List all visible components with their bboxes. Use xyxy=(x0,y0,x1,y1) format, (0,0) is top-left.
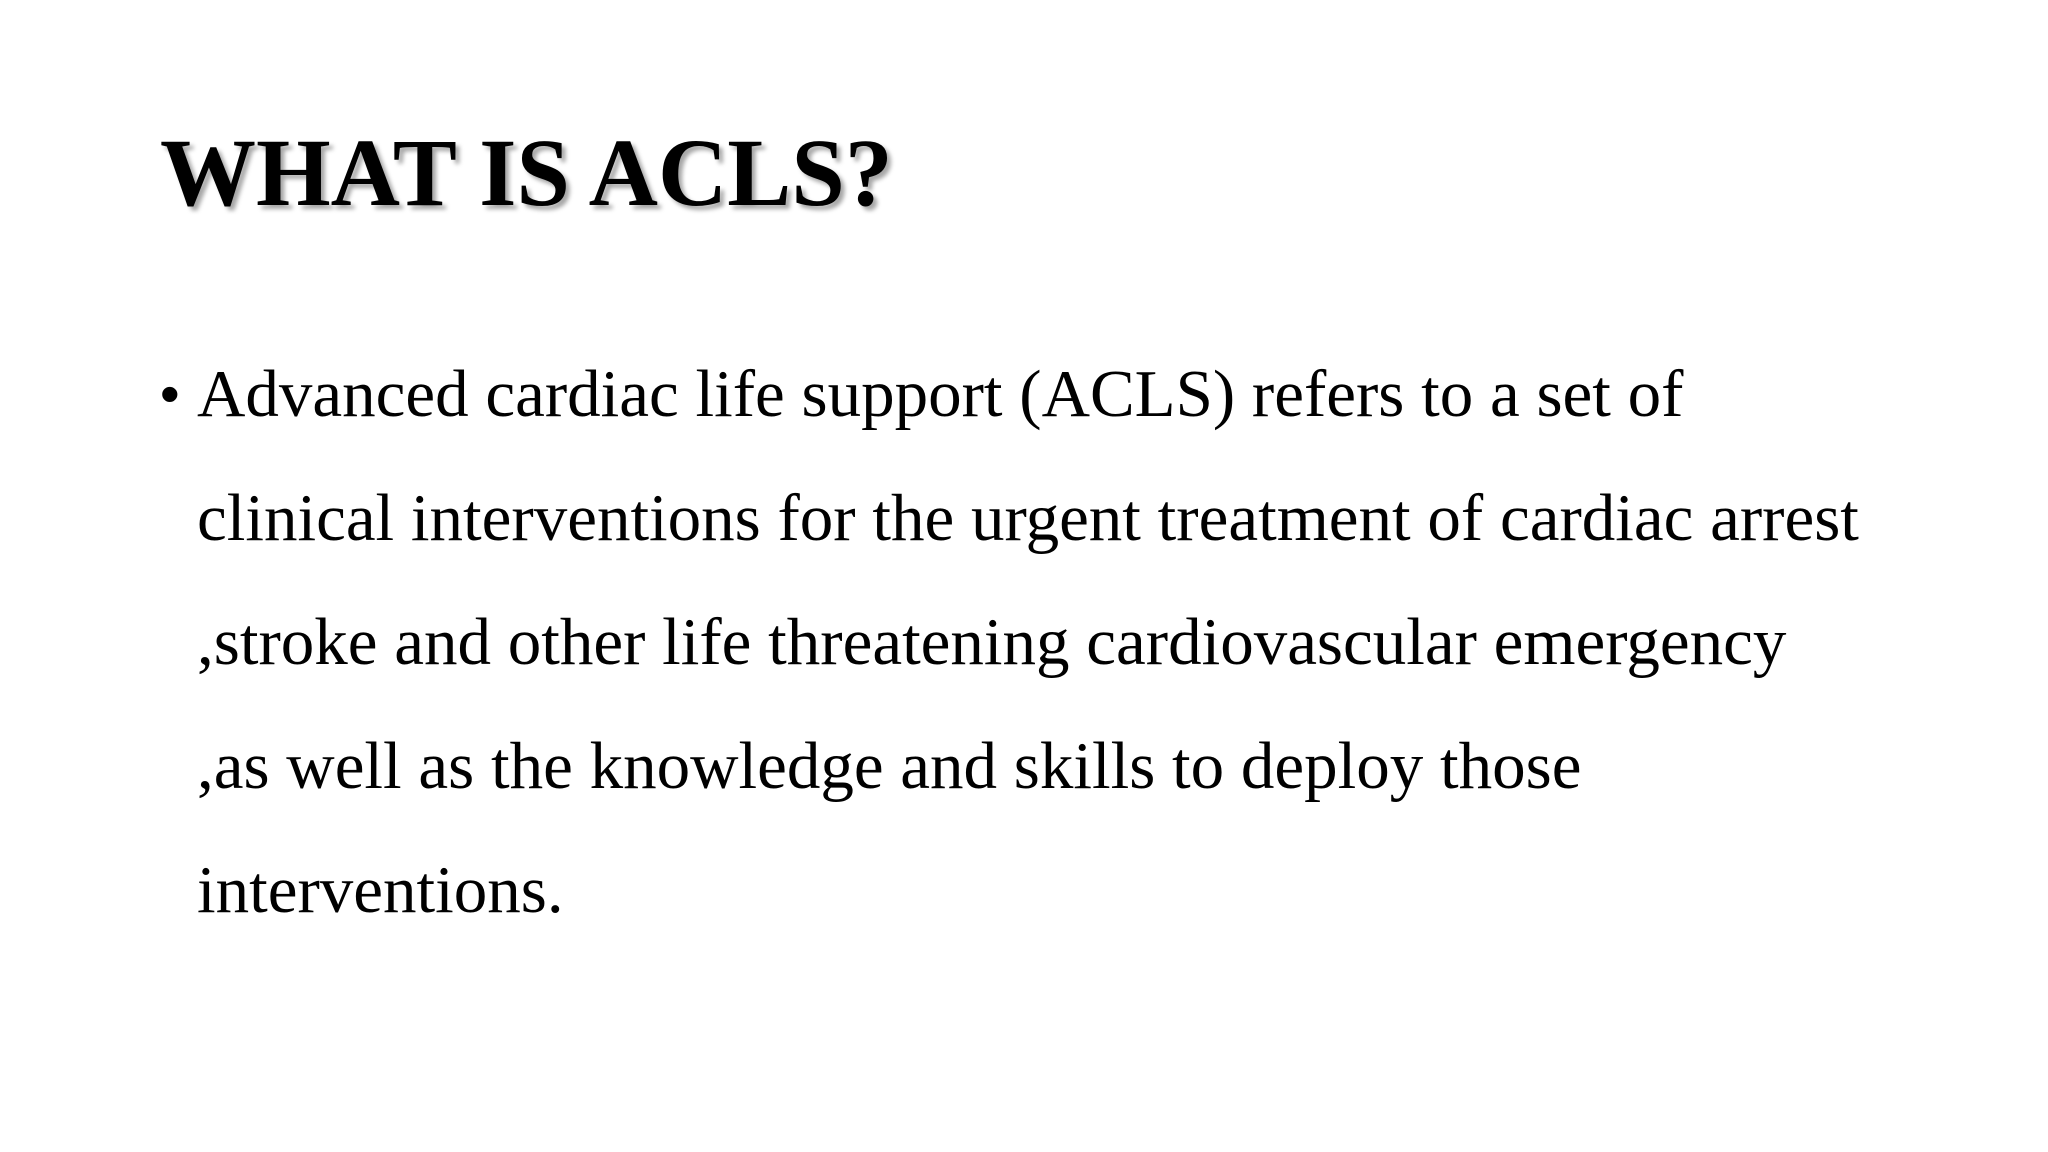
bullet-text-line-1: Advanced cardiac life support (ACLS) refers to a set of xyxy=(197,357,1684,431)
bullet-text-line-5: interventions. xyxy=(197,853,564,927)
bullet-item xyxy=(160,332,1920,952)
bullet-list xyxy=(160,332,1920,952)
bullet-text-line-4: ,as well as the knowledge and skills to deploy those xyxy=(197,729,1582,803)
bullet-text-line-3: ,stroke and other life threatening cardiovascular emergency xyxy=(197,605,1787,679)
bullet-marker: • xyxy=(160,362,180,425)
bullet-text-line-2: clinical interventions for the urgent treatment of cardiac arrest xyxy=(197,481,1859,555)
slide-title: WHAT IS ACLS? xyxy=(160,119,893,226)
